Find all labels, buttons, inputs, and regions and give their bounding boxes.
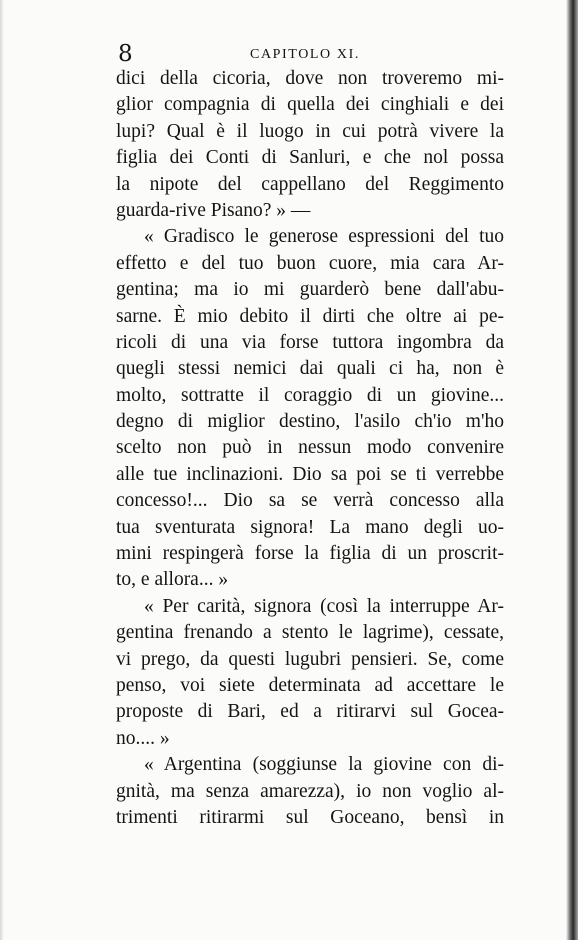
- text-line: trimenti ritirarmi sul Goceano, bensì in: [116, 806, 504, 828]
- text-line: to, e allora... »: [116, 569, 229, 591]
- text-line: « Argentina (soggiunse la giovine con di-: [144, 754, 504, 776]
- text-line: lupi? Qual è il luogo in cui potrà vivere la: [116, 120, 504, 142]
- text-line: effetto e del tuo buon cuore, mia cara Ar-: [116, 252, 504, 274]
- text-line: no.... »: [116, 727, 170, 749]
- page-left-edge: [0, 0, 4, 940]
- text-line: vi prego, da questi lugubri pensieri. Se, come: [116, 648, 504, 670]
- text-line: mini respingerà forse la figlia di un proscrit-: [116, 543, 504, 565]
- running-head: CAPITOLO XI.: [250, 47, 360, 62]
- text-line: la nipote del cappellano del Reggimento: [116, 173, 504, 195]
- text-line: dici della cicoria, dove non troveremo mi-: [116, 68, 504, 89]
- page-number: 8: [118, 41, 133, 67]
- text-line: quegli stessi nemici dai quali ci ha, non è: [116, 358, 504, 380]
- text-line: gentina; ma io mi guarderò bene dall'abu-: [116, 279, 504, 301]
- text-line: gnità, ma senza amarezza), io non voglio al-: [116, 780, 504, 802]
- text-line: « Per carità, signora (così la interruppe Ar-: [144, 595, 504, 617]
- text-line: penso, voi siete determinata ad accettare le: [116, 674, 504, 696]
- body-text: [116, 66, 504, 831]
- text-line: glior compagnia di quella dei cinghiali e dei: [116, 94, 504, 116]
- text-line: molto, sottratte il coraggio di un giovine...: [116, 384, 504, 406]
- text-line: sarne. È mio debito il dirti che oltre ai pe-: [116, 305, 504, 327]
- text-line: gentina frenando a stento le lagrime), cessate,: [116, 622, 504, 644]
- text-line: alle tue inclinazioni. Dio sa poi se ti verrebbe: [116, 463, 504, 485]
- text-line: figlia dei Conti di Sanluri, e che nol possa: [116, 147, 504, 169]
- text-line: scelto non può in nessun modo convenire: [116, 437, 504, 459]
- text-line: guarda-rive Pisano? » —: [116, 199, 311, 221]
- text-line: concesso!... Dio sa se verrà concesso alla: [116, 490, 504, 512]
- text-line: proposte di Bari, ed a ritirarvi sul Gocea-: [116, 701, 504, 723]
- text-line: tua sventurata signora! La mano degli uo-: [116, 516, 504, 538]
- page-right-edge-shadow: [566, 0, 578, 940]
- text-line: « Gradisco le generose espressioni del tuo: [144, 226, 504, 248]
- page-header: [118, 40, 502, 68]
- text-line: ricoli di una via forse tuttora ingombra da: [116, 331, 504, 353]
- text-line: degno di miglior destino, l'asilo ch'io m'ho: [116, 411, 504, 433]
